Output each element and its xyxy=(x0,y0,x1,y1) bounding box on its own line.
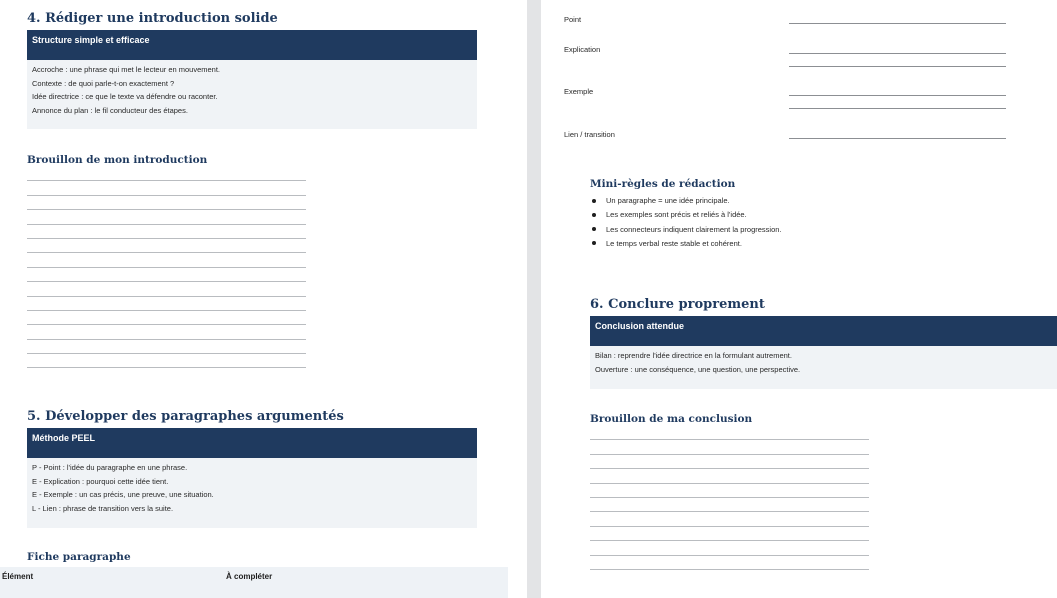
form-line-example-2[interactable] xyxy=(789,108,1006,109)
intro-box-header: Structure simple et efficace xyxy=(27,30,477,60)
peel-box-body xyxy=(27,458,477,528)
table-header-to-complete: À compléter xyxy=(226,572,273,581)
writing-line[interactable] xyxy=(27,297,306,311)
list-item: Les connecteurs indiquent clairement la progression. xyxy=(590,224,782,238)
writing-line[interactable] xyxy=(27,354,306,368)
writing-line[interactable] xyxy=(590,541,869,555)
conclusion-draft-lines[interactable] xyxy=(590,426,869,570)
writing-line[interactable] xyxy=(27,167,306,181)
writing-line[interactable] xyxy=(27,196,306,210)
intro-draft-lines[interactable] xyxy=(27,167,306,368)
form-label-link: Lien / transition xyxy=(564,130,615,139)
writing-line[interactable] xyxy=(590,556,869,570)
writing-line[interactable] xyxy=(590,512,869,526)
conclusion-box-header: Conclusion attendue xyxy=(590,316,1057,346)
writing-line[interactable] xyxy=(590,527,869,541)
document-page-right xyxy=(541,0,1057,598)
writing-line[interactable] xyxy=(590,498,869,512)
intro-line-context: Contexte : de quoi parle-t-on exactement ? xyxy=(32,78,175,88)
form-line-explanation-2[interactable] xyxy=(789,66,1006,67)
writing-line[interactable] xyxy=(27,181,306,195)
writing-line[interactable] xyxy=(27,340,306,354)
form-line-point[interactable] xyxy=(789,23,1006,24)
writing-line[interactable] xyxy=(27,311,306,325)
writing-line[interactable] xyxy=(27,268,306,282)
mini-rules-title: Mini-règles de rédaction xyxy=(590,178,736,190)
form-line-link[interactable] xyxy=(789,138,1006,139)
intro-box-body xyxy=(27,60,477,129)
peel-line-explanation: E - Explication : pourquoi cette idée tient. xyxy=(32,476,169,486)
intro-draft-title: Brouillon de mon introduction xyxy=(27,154,208,166)
section-title-paragraphs: 5. Développer des paragraphes argumentés xyxy=(27,409,344,424)
form-line-example-1[interactable] xyxy=(789,95,1006,96)
writing-line[interactable] xyxy=(27,325,306,339)
writing-line[interactable] xyxy=(590,484,869,498)
writing-line[interactable] xyxy=(27,282,306,296)
form-label-example: Exemple xyxy=(564,87,594,96)
intro-line-plan: Annonce du plan : le fil conducteur des étapes. xyxy=(32,105,188,115)
form-label-point: Point xyxy=(564,15,582,24)
conclusion-line-opening: Ouverture : une conséquence, une question, une perspective. xyxy=(595,364,801,374)
writing-line[interactable] xyxy=(27,210,306,224)
conclusion-line-summary: Bilan : reprendre l'idée directrice en la formulant autrement. xyxy=(595,351,792,360)
section-title-introduction: 4. Rédiger une introduction solide xyxy=(27,11,278,26)
form-label-explanation: Explication xyxy=(564,45,601,54)
section-title-conclusion: 6. Conclure proprement xyxy=(590,297,765,312)
table-header-element: Élément xyxy=(2,572,34,581)
list-item: Le temps verbal reste stable et cohérent. xyxy=(590,238,782,252)
peel-line-example: E - Exemple : un cas précis, une preuve, une situation. xyxy=(32,490,214,499)
peel-line-link: L - Lien : phrase de transition vers la suite. xyxy=(32,503,174,513)
intro-line-thesis: Idée directrice : ce que le texte va défendre ou raconter. xyxy=(32,92,218,101)
writing-line[interactable] xyxy=(590,440,869,454)
peel-box-header: Méthode PEEL xyxy=(27,428,477,458)
peel-line-point: P - Point : l'idée du paragraphe en une phrase. xyxy=(32,463,188,472)
paragraph-table-header xyxy=(0,567,508,598)
writing-line[interactable] xyxy=(27,225,306,239)
paragraph-sheet-title: Fiche paragraphe xyxy=(27,551,131,563)
document-page-left xyxy=(0,0,527,598)
writing-line[interactable] xyxy=(27,239,306,253)
conclusion-box-body xyxy=(590,346,1057,389)
list-item: Les exemples sont précis et reliés à l'idée. xyxy=(590,209,782,223)
writing-line[interactable] xyxy=(590,469,869,483)
writing-line[interactable] xyxy=(590,455,869,469)
list-item: Un paragraphe = une idée principale. xyxy=(590,195,782,209)
writing-line[interactable] xyxy=(590,426,869,440)
writing-line[interactable] xyxy=(27,253,306,267)
conclusion-draft-title: Brouillon de ma conclusion xyxy=(590,413,753,425)
mini-rules-list xyxy=(590,195,782,252)
form-line-explanation-1[interactable] xyxy=(789,53,1006,54)
intro-line-hook: Accroche : une phrase qui met le lecteur en mouvement. xyxy=(32,65,221,74)
